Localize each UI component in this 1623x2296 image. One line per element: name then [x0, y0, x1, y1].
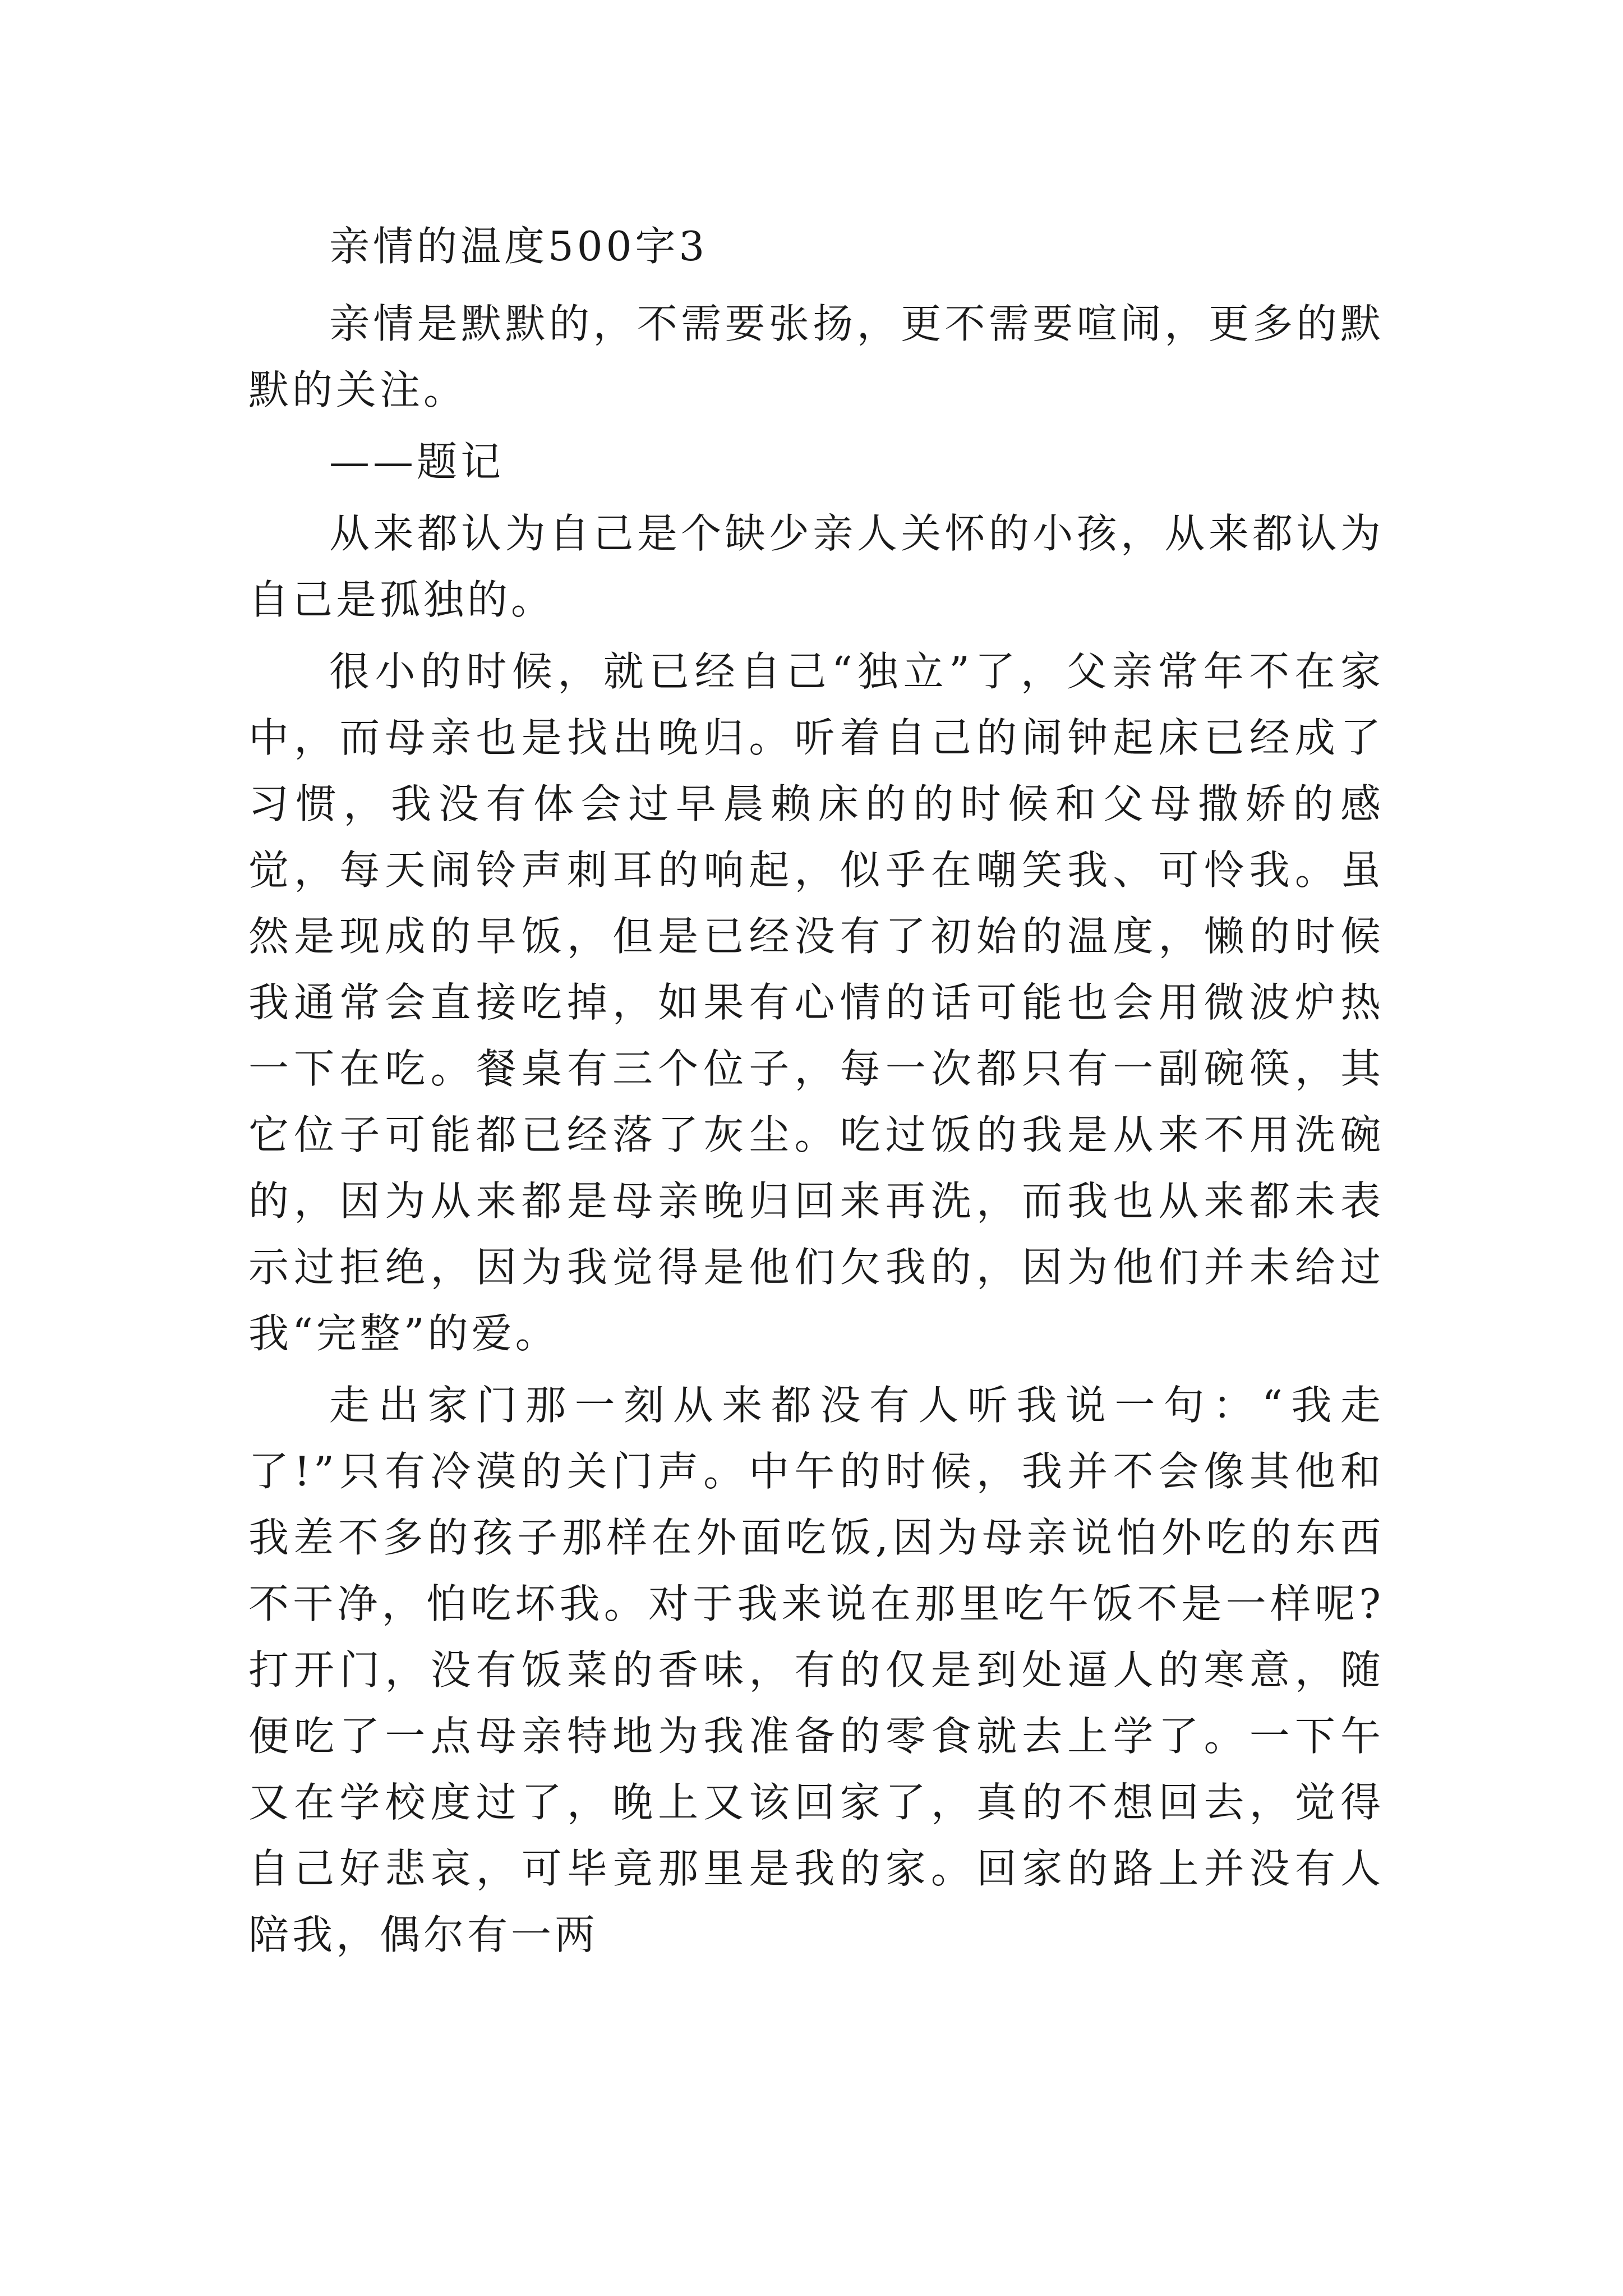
paragraph: 从来都认为自己是个缺少亲人关怀的小孩，从来都认为自己是孤独的。 — [248, 510, 1384, 623]
document-title: 亲情的温度500字3 — [329, 223, 708, 270]
epigraph: 亲情是默默的，不需要张扬，更不需要喧闹，更多的默默的关注。 — [248, 300, 1384, 413]
epigraph-attribution: ——题记 — [329, 438, 505, 485]
paragraph: 走出家门那一刻从来都没有人听我说一句：“我走了!”只有冷漠的关门声。中午的时候，我并不会像其他和我差不多的孩子那样在外面吃饭,因为母亲说怕外吃的东西不干净，怕吃坏我。对于我来说在那里吃午饭不是一样呢?打开门，没有饭菜的香味，有的仅是到处逼人的寒意，随便吃了一点母亲特地为我准备的零食就去上学了。一下午又在学校度过了，晚上又该回家了，真的不想回去，觉得自己好悲哀，可毕竟那里是我的家。回家的路上并没有人陪我，偶尔有一两 — [248, 1382, 1384, 1958]
document-body — [248, 213, 1384, 1973]
paragraph: 很小的时候，就已经自己“独立”了，父亲常年不在家中，而母亲也是找出晚归。听着自己的闹钟起床已经成了习惯，我没有体会过早晨赖床的的时候和父母撒娇的感觉，每天闹铃声刺耳的响起，似乎在嘲笑我、可怜我。虽然是现成的早饭，但是已经没有了初始的温度，懒的时候我通常会直接吃掉，如果有心情的话可能也会用微波炉热一下在吃。餐桌有三个位子，每一次都只有一副碗筷，其它位子可能都已经落了灰尘。吃过饭的我是从来不用洗碗的，因为从来都是母亲晚归回来再洗，而我也从来都未表示过拒绝，因为我觉得是他们欠我的，因为他们并未给过我“完整”的爱。 — [248, 648, 1384, 1357]
